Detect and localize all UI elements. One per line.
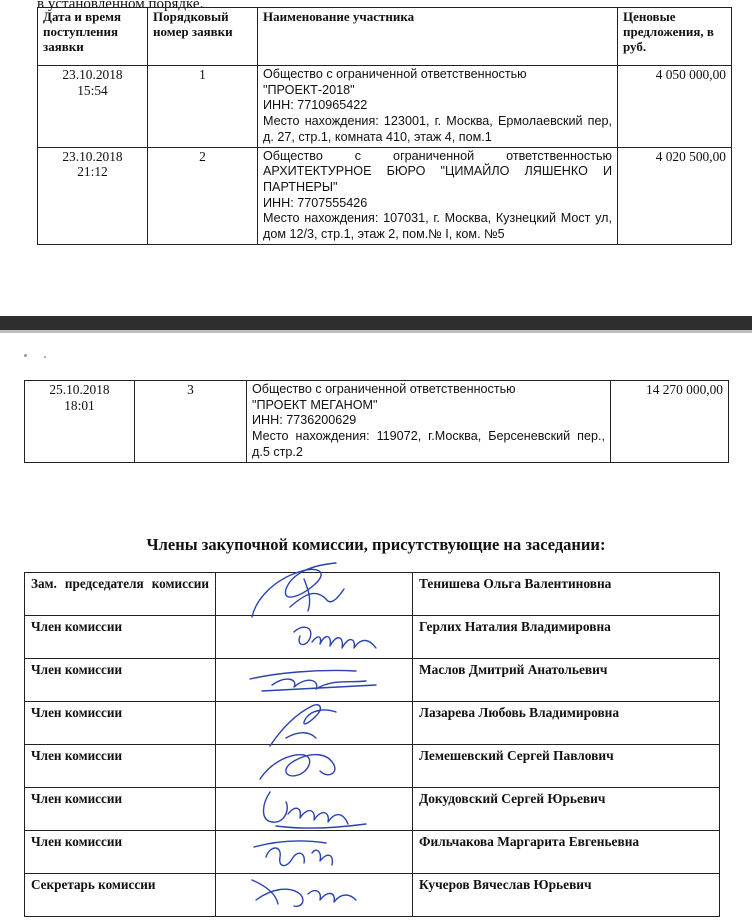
signature-cell — [216, 573, 413, 616]
commission-members-table — [24, 572, 720, 917]
table-row — [38, 66, 732, 148]
header-number: Порядковый номер заявки — [148, 8, 258, 66]
table-row — [25, 381, 729, 463]
member-role: Член комиссии — [25, 616, 216, 659]
scan-speck — [44, 356, 46, 358]
signature-cell — [216, 659, 413, 702]
member-role: Член комиссии — [25, 788, 216, 831]
member-role: Член комиссии — [25, 659, 216, 702]
bid-participant — [258, 147, 618, 244]
bid-time: 15:54 — [77, 82, 108, 98]
bid-date-cell — [38, 66, 148, 148]
participant-line: Общество с ограниченной ответственностью — [263, 67, 527, 81]
participant-line: ИНН: 7710965422 — [263, 98, 368, 113]
participant-line: ИНН: 7736200629 — [252, 413, 357, 428]
bids-table-part-1 — [37, 7, 732, 245]
member-role: Зам. председателя комиссии — [25, 573, 216, 616]
member-name: Маслов Дмитрий Анатольевич — [413, 659, 720, 702]
bids-table-header-row — [38, 8, 732, 66]
signature-cell — [216, 745, 413, 788]
member-name: Лемешевский Сергей Павлович — [413, 745, 720, 788]
signature-cell — [216, 831, 413, 874]
bid-time: 21:12 — [77, 164, 108, 180]
signature-cell — [216, 874, 413, 917]
signature-cell — [216, 702, 413, 745]
participant-line: Общество с ограниченной ответственностью АРХИТЕКТУРНОЕ БЮРО "ЦИМАЙЛО ЛЯШЕНКО И ПАРТНЕРЫ" — [263, 148, 612, 194]
participant-line: "ПРОЕКТ МЕГАНОМ" — [252, 397, 378, 412]
bid-number: 3 — [135, 381, 247, 463]
table-row — [25, 659, 720, 702]
page-break-bar — [0, 316, 752, 330]
bid-participant — [258, 66, 618, 148]
bid-date-cell — [25, 381, 135, 463]
bid-date: 25.10.2018 — [49, 382, 110, 397]
signature-cell — [216, 616, 413, 659]
participant-line: Место нахождения: 119072, г.Москва, Берсеневский пер., д.5 стр.2 — [252, 429, 605, 459]
member-name: Кучеров Вячеслав Юрьевич — [413, 874, 720, 917]
member-name: Герлих Наталия Владимировна — [413, 616, 720, 659]
bid-date: 23.10.2018 — [62, 67, 123, 82]
table-row — [25, 573, 720, 616]
member-name: Фильчакова Маргарита Евгеньевна — [413, 831, 720, 874]
header-name: Наименование участника — [258, 8, 618, 66]
table-row — [25, 874, 720, 917]
participant-line: "ПРОЕКТ-2018" — [263, 82, 355, 97]
participant-line: Общество с ограниченной ответственностью — [252, 382, 516, 396]
header-price: Ценовые предложения, в руб. — [618, 8, 732, 66]
bid-participant — [247, 381, 611, 463]
intro-text-fragment: в установленном порядке. — [37, 0, 204, 12]
table-row — [38, 147, 732, 244]
header-date: Дата и время поступления заявки — [38, 8, 148, 66]
member-name: Тенишева Ольга Валентиновна — [413, 573, 720, 616]
member-name: Лазарева Любовь Владимировна — [413, 702, 720, 745]
member-role: Член комиссии — [25, 831, 216, 874]
participant-line: Место нахождения: 123001, г. Москва, Ермолаевский пер, д. 27, стр.1, комната 410, этаж 4, пом.1 — [263, 114, 612, 144]
commission-heading: Члены закупочной комиссии, присутствующие на заседании: — [146, 535, 606, 554]
table-row — [25, 616, 720, 659]
member-name: Докудовский Сергей Юрьевич — [413, 788, 720, 831]
page-break-shadow — [0, 330, 752, 333]
bid-price: 4 020 500,00 — [618, 147, 732, 244]
bids-table-part-2 — [24, 380, 729, 463]
member-role: Секретарь комиссии — [25, 874, 216, 917]
table-row — [25, 831, 720, 874]
bid-time: 18:01 — [64, 397, 95, 413]
signature-cell — [216, 788, 413, 831]
bid-date: 23.10.2018 — [62, 148, 123, 164]
scan-speck — [24, 354, 27, 357]
table-row — [25, 745, 720, 788]
bid-number: 2 — [148, 147, 258, 244]
table-row — [25, 702, 720, 745]
participant-line: Место нахождения: 107031, г. Москва, Кузнецкий Мост ул, дом 12/3, стр.1, этаж 2, пом.№ I, ком. №5 — [263, 211, 612, 242]
bid-price: 4 050 000,00 — [618, 66, 732, 148]
table-row — [25, 788, 720, 831]
participant-line: ИНН: 7707555426 — [263, 195, 368, 210]
bid-price: 14 270 000,00 — [611, 381, 729, 463]
bid-date-cell — [38, 147, 148, 244]
signature-image — [216, 559, 424, 623]
member-role: Член комиссии — [25, 702, 216, 745]
member-role: Член комиссии — [25, 745, 216, 788]
bid-number: 1 — [148, 66, 258, 148]
